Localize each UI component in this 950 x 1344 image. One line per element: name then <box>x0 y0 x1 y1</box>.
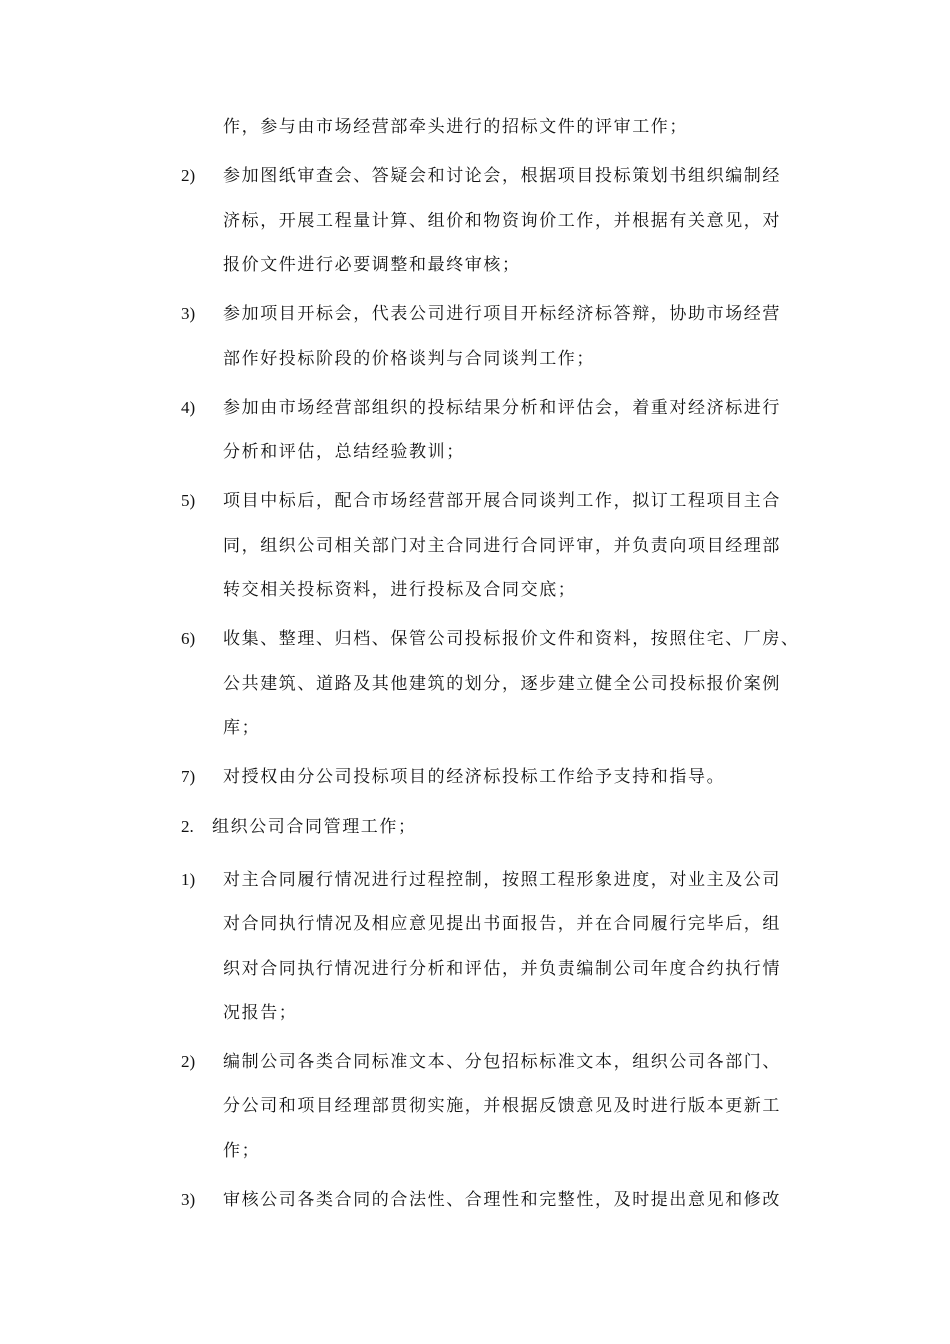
item-line: 分析和评估，总结经验教训； <box>223 442 465 462</box>
item-line: 公共建筑、道路及其他建筑的划分，逐步建立健全公司投标报价案例 <box>223 674 781 694</box>
item-line: 参加图纸审查会、答疑会和讨论会，根据项目投标策划书组织编制经 <box>223 166 781 186</box>
intro-line: 作，参与由市场经营部牵头进行的招标文件的评审工作； <box>223 117 688 137</box>
item-line: 对主合同履行情况进行过程控制，按照工程形象进度，对业主及公司 <box>223 870 781 890</box>
item-line: 同，组织公司相关部门对主合同进行合同评审，并负责向项目经理部 <box>223 536 781 556</box>
item-line: 参加项目开标会，代表公司进行项目开标经济标答辩，协助市场经营 <box>223 304 781 324</box>
item-line: 织对合同执行情况进行分析和评估，并负责编制公司年度合约执行情 <box>223 959 781 979</box>
item-line: 对授权由分公司投标项目的经济标投标工作给予支持和指导。 <box>223 767 726 787</box>
item-line: 部作好投标阶段的价格谈判与合同谈判工作； <box>223 349 595 369</box>
item-number: 2) <box>181 1052 196 1071</box>
item-line: 济标，开展工程量计算、组价和物资询价工作，并根据有关意见，对 <box>223 211 781 231</box>
item-line: 收集、整理、归档、保管公司投标报价文件和资料，按照住宅、厂房、 <box>223 629 800 649</box>
item-number: 4) <box>181 398 196 417</box>
item-line: 编制公司各类合同标准文本、分包招标标准文本，组织公司各部门、 <box>223 1052 781 1072</box>
item-line: 作； <box>223 1141 261 1161</box>
section-number: 2. <box>181 817 194 836</box>
item-line: 项目中标后，配合市场经营部开展合同谈判工作，拟订工程项目主合 <box>223 491 781 511</box>
item-number: 6) <box>181 629 196 648</box>
item-number: 7) <box>181 767 196 786</box>
item-number: 3) <box>181 1190 196 1209</box>
section-title: 组织公司合同管理工作； <box>212 817 417 837</box>
item-line: 参加由市场经营部组织的投标结果分析和评估会，着重对经济标进行 <box>223 398 781 418</box>
item-number: 5) <box>181 491 196 510</box>
item-line: 分公司和项目经理部贯彻实施，并根据反馈意见及时进行版本更新工 <box>223 1096 781 1116</box>
item-line: 转交相关投标资料，进行投标及合同交底； <box>223 580 577 600</box>
item-number: 2) <box>181 166 196 185</box>
item-number: 1) <box>181 870 196 889</box>
item-line: 库； <box>223 718 261 738</box>
item-line: 审核公司各类合同的合法性、合理性和完整性，及时提出意见和修改 <box>223 1190 781 1210</box>
item-number: 3) <box>181 304 196 323</box>
item-line: 对合同执行情况及相应意见提出书面报告，并在合同履行完毕后，组 <box>223 914 781 934</box>
item-line: 报价文件进行必要调整和最终审核； <box>223 255 521 275</box>
item-line: 况报告； <box>223 1003 298 1023</box>
